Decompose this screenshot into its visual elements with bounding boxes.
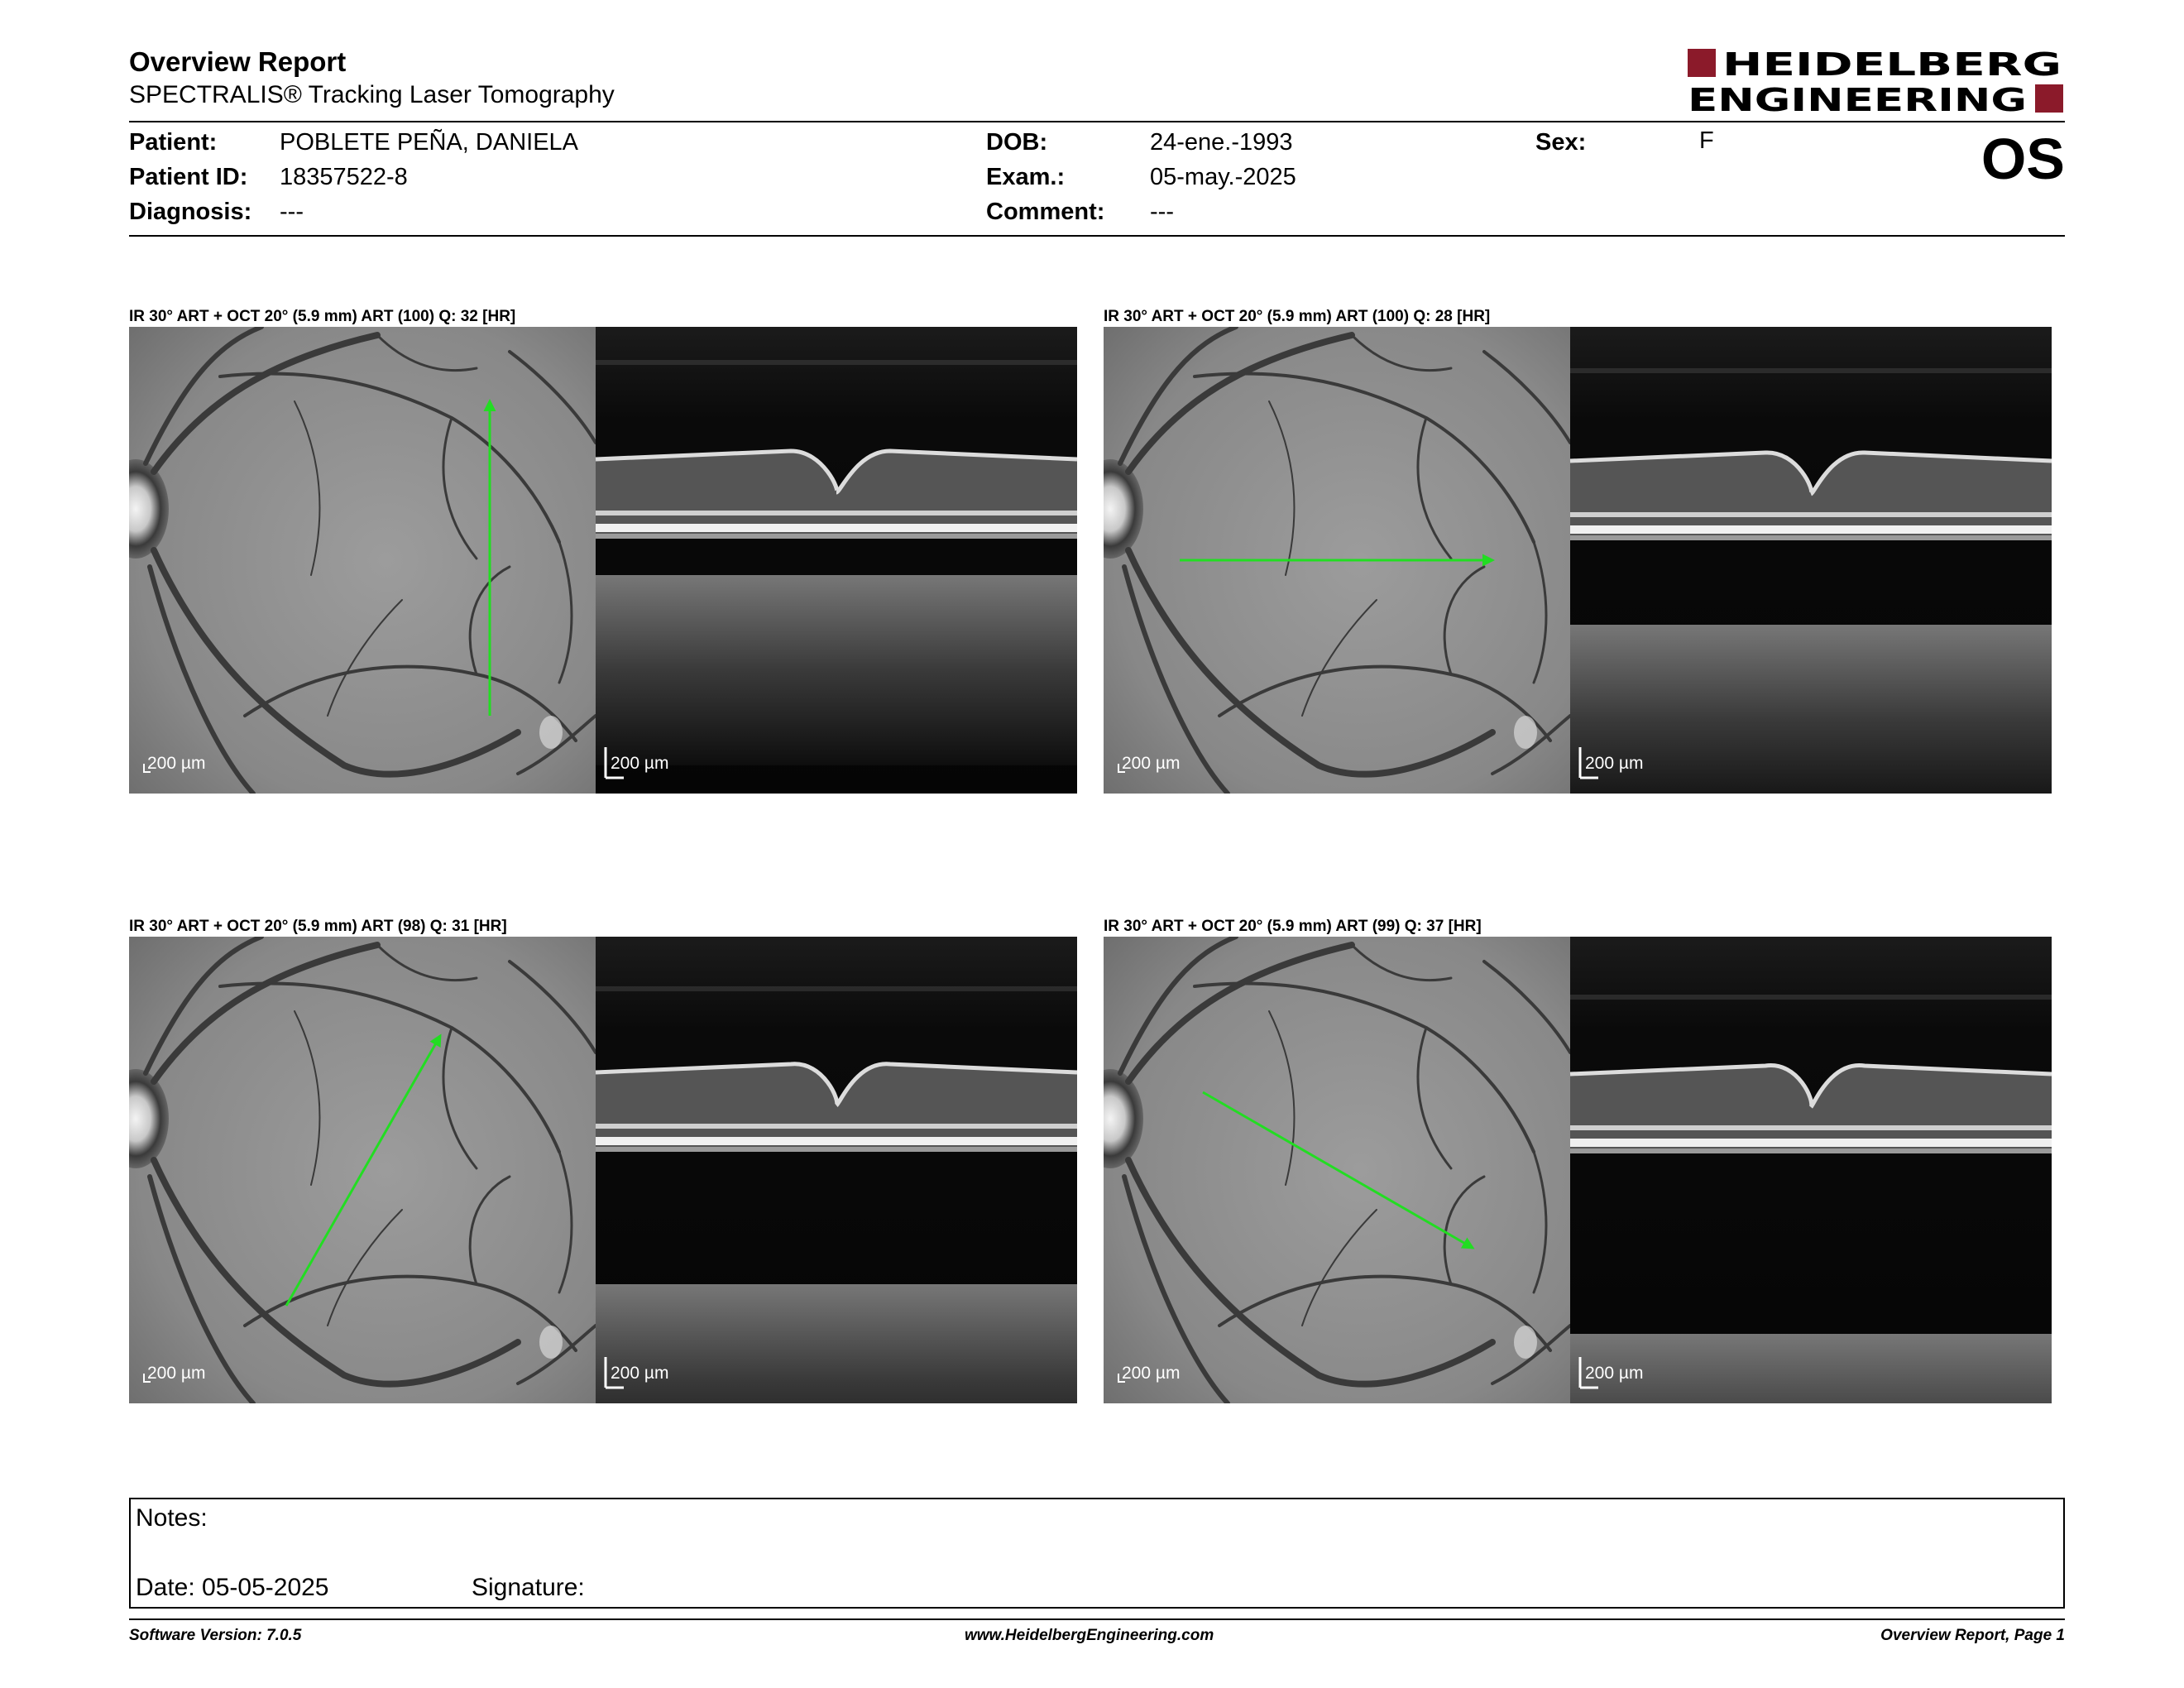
patient-id-value: 18357522-8 (280, 164, 408, 190)
comment-label: Comment: (986, 199, 1105, 225)
signature-label: Signature: (472, 1574, 585, 1601)
ir-fundus-image (129, 327, 596, 794)
heidelberg-logo (1688, 46, 2065, 114)
ir-scale-label: 200 µm (1122, 1364, 1181, 1383)
svg-text:ENGINEERING: ENGINEERING (1688, 82, 2027, 114)
scan-panel (129, 327, 1077, 794)
notes-box (129, 1498, 2065, 1609)
sex-value: F (1699, 127, 1714, 154)
dob-label: DOB: (986, 129, 1048, 156)
patient-label: Patient: (129, 129, 218, 156)
page-number: Overview Report, Page 1 (1880, 1627, 2065, 1644)
ir-scale-label: 200 µm (147, 754, 206, 773)
dob-value: 24-ene.-1993 (1150, 129, 1293, 156)
oct-bscan-image (1570, 327, 2052, 794)
scan-panel (1104, 327, 2052, 794)
logo-square-bottom (2035, 84, 2063, 113)
header-rule-bottom (129, 235, 2065, 237)
oct-bscan-image (596, 937, 1077, 1403)
logo-square-top (1688, 49, 1716, 77)
oct-scale-label: 200 µm (611, 1364, 669, 1383)
scan-panel (1104, 937, 2052, 1403)
patient-id-label: Patient ID: (129, 164, 248, 190)
website-url[interactable]: www.HeidelbergEngineering.com (965, 1627, 1214, 1644)
ir-scale-label: 200 µm (147, 1364, 206, 1383)
scan-panel (129, 937, 1077, 1403)
header-rule-top (129, 121, 2065, 122)
patient-name: POBLETE PEÑA, DANIELA (280, 129, 579, 156)
oct-scale-label: 200 µm (1585, 1364, 1644, 1383)
report-subtitle: SPECTRALIS® Tracking Laser Tomography (129, 81, 615, 108)
diagnosis-value: --- (280, 199, 304, 225)
oct-scale-label: 200 µm (611, 754, 669, 773)
svg-text:HEIDELBERG: HEIDELBERG (1722, 46, 2062, 83)
software-version: Software Version: 7.0.5 (129, 1627, 302, 1644)
exam-label: Exam.: (986, 164, 1066, 190)
ir-fundus-image (1104, 327, 1570, 794)
ir-fundus-image (1104, 937, 1570, 1403)
ir-fundus-image (129, 937, 596, 1403)
exam-value: 05-may.-2025 (1150, 164, 1296, 190)
eye-indicator: OS (1980, 127, 2065, 191)
panel-caption: IR 30° ART + OCT 20° (5.9 mm) ART (99) Q: 37 [HR] (1104, 918, 1482, 935)
date-label: Date: 05-05-2025 (136, 1574, 329, 1601)
panel-caption: IR 30° ART + OCT 20° (5.9 mm) ART (98) Q: 31 [HR] (129, 918, 507, 935)
panel-caption: IR 30° ART + OCT 20° (5.9 mm) ART (100) Q: 28 [HR] (1104, 308, 1491, 325)
diagnosis-label: Diagnosis: (129, 199, 252, 225)
notes-label: Notes: (136, 1504, 208, 1532)
ir-scale-label: 200 µm (1122, 754, 1181, 773)
footer-rule (129, 1618, 2065, 1620)
oct-bscan-image (596, 327, 1077, 794)
report-title: Overview Report (129, 46, 347, 77)
comment-value: --- (1150, 199, 1174, 225)
oct-bscan-image (1570, 937, 2052, 1403)
sex-label: Sex: (1535, 129, 1587, 156)
panel-caption: IR 30° ART + OCT 20° (5.9 mm) ART (100) Q: 32 [HR] (129, 308, 516, 325)
oct-scale-label: 200 µm (1585, 754, 1644, 773)
